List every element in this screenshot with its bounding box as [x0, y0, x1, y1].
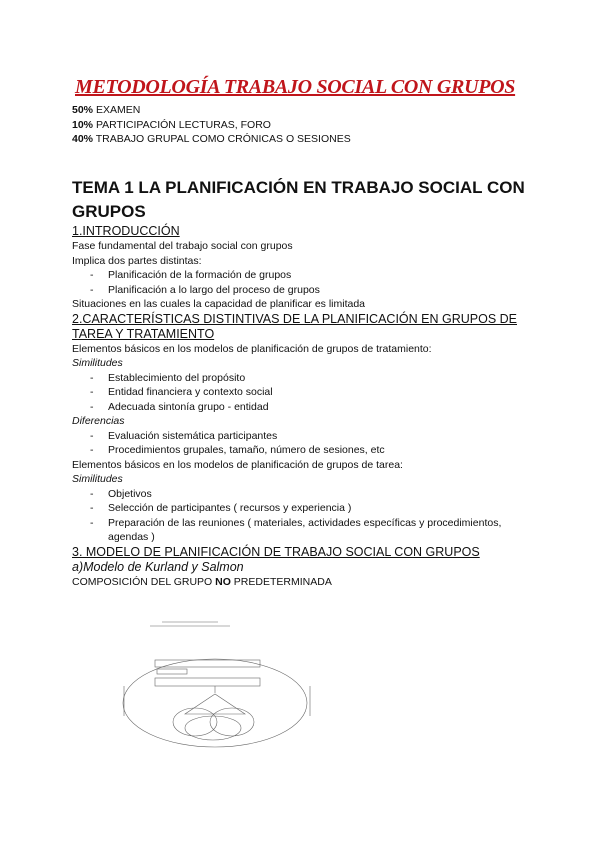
subheading-similitudes: Similitudes [72, 357, 123, 369]
list-item: - Planificación de la formación de grupos [90, 268, 542, 283]
list-item: - Evaluación sistemática participantes [90, 429, 542, 444]
grading-item: 10% PARTICIPACIÓN LECTURAS, FORO [72, 118, 271, 131]
subheading-similitudes: Similitudes [72, 473, 123, 485]
section-1-title: 1.INTRODUCCIÓN [72, 224, 180, 238]
document-body [72, 224, 542, 589]
list-item: - Adecuada sintonía grupo - entidad [90, 400, 542, 415]
list-item: - Objetivos [90, 487, 542, 502]
subheading-diferencias: Diferencias [72, 415, 125, 427]
bullet-list [72, 268, 542, 297]
topic-heading: TEMA 1 LA PLANIFICACIÓN EN TRABAJO SOCIAL CON GRUPOS [72, 178, 525, 221]
list-item: - Planificación a lo largo del proceso de grupos [90, 283, 542, 298]
bullet-list [72, 429, 542, 458]
paragraph: Implica dos partes distintas: [72, 254, 202, 267]
paragraph: Fase fundamental del trabajo social con grupos [72, 240, 293, 252]
paragraph: Situaciones en las cuales la capacidad de planificar es limitada [72, 298, 366, 310]
section-3-title: 3. MODELO DE PLANIFICACIÓN DE TRABAJO SOCIAL CON GRUPOS [72, 544, 480, 559]
section-2-title: 2.CARACTERÍSTICAS DISTINTIVAS DE LA PLANIFICACIÓN EN GRUPOS DE TAREA Y TRATAMIENTO [72, 311, 517, 341]
bullet-list [72, 371, 542, 415]
list-item: - Procedimientos grupales, tamaño, número de sesiones, etc [90, 443, 542, 458]
paragraph: Elementos básicos en los modelos de planificación de grupos de tarea: [72, 458, 403, 471]
list-item: - Entidad financiera y contexto social [90, 385, 542, 400]
planning-model-diagram [100, 618, 330, 748]
list-item: - Establecimiento del propósito [90, 371, 542, 386]
bullet-list [72, 487, 542, 545]
paragraph: Elementos básicos en los modelos de planificación de grupos de tratamiento: [72, 342, 432, 355]
list-item: - Preparación de las reuniones ( materiales, actividades específicas y procedimientos, agendas ) [90, 516, 542, 545]
document-title: METODOLOGÍA TRABAJO SOCIAL CON GRUPOS [75, 76, 516, 98]
grading-list [72, 103, 351, 147]
grading-item: 50% EXAMEN [72, 104, 141, 116]
list-item: - Selección de participantes ( recursos y experiencia ) [90, 501, 542, 516]
grading-item: 40% TRABAJO GRUPAL COMO CRÓNICAS O SESIONES [72, 133, 351, 145]
composition-line: COMPOSICIÓN DEL GRUPO NO PREDETERMINADA [72, 575, 332, 588]
model-subtitle: a)Modelo de Kurland y Salmon [72, 559, 244, 574]
